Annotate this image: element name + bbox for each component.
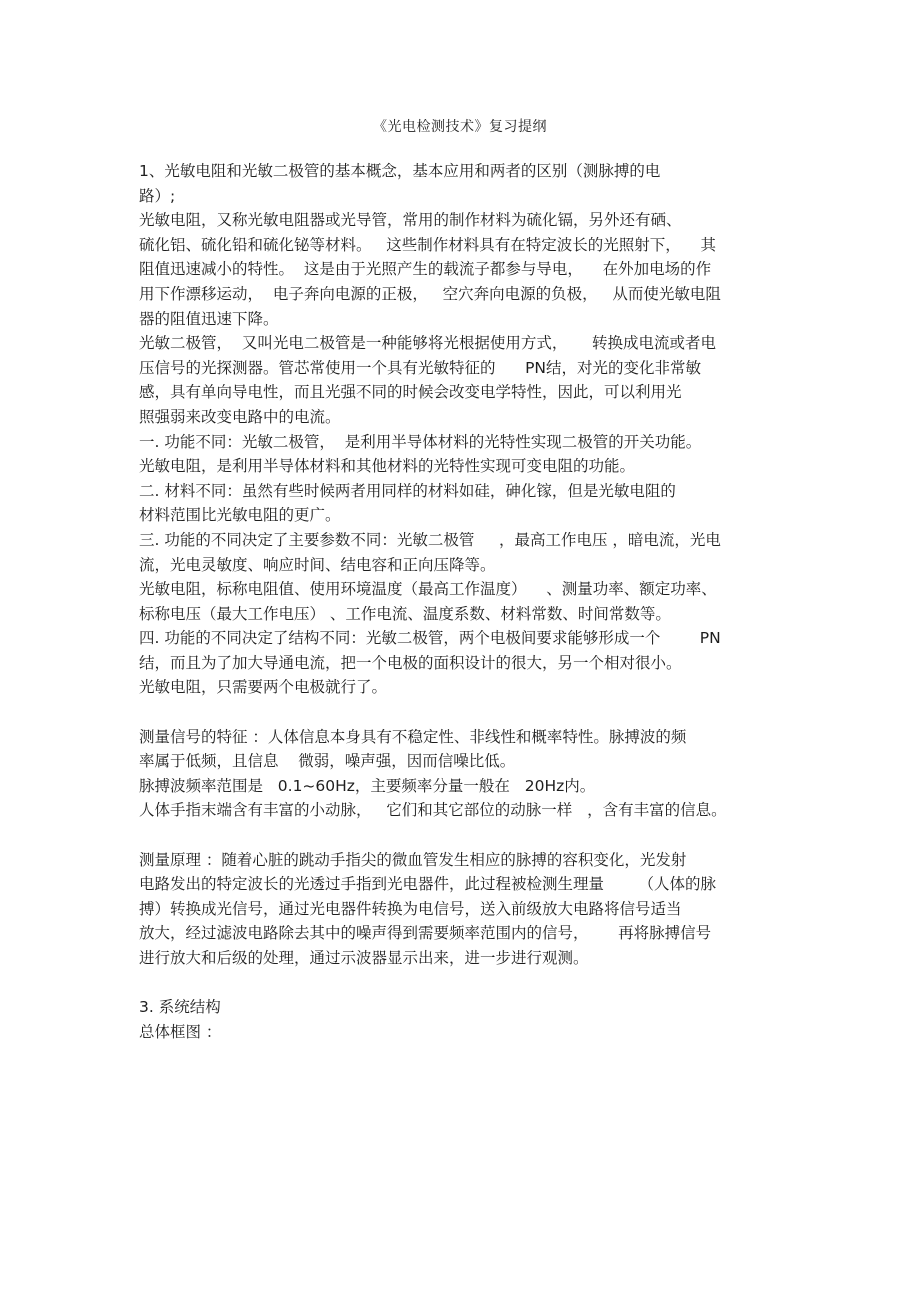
text-line: 光敏二极管， 又叫光电二极管是一种能够将光根据使用方式， 转换成电流或者电 [139,334,716,353]
text-line: 脉搏波频率范围是 0.1~60Hz，主要频率分量一般在 20Hz内。 [139,776,596,795]
text-line: 测量信号的特征 ：人体信息本身具有不稳定性、非线性和概率特性。脉搏波的频 [139,727,687,746]
paragraph-gap [139,823,789,848]
text-line: 路）; [139,186,176,205]
text-line: 用下作漂移运动， 电子奔向电源的正极， 空穴奔向电源的负极， 从而使光敏电阻 [139,284,721,303]
text-line: 光敏电阻，是利用半导体材料和其他材料的光特性实现可变电阻的功能。 [139,457,636,476]
text-line: 材料范围比光敏电阻的更广。 [139,506,341,525]
text-line: 一. 功能不同：光敏二极管， 是利用半导体材料的光特性实现二极管的开关功能。 [139,432,702,451]
text-line: 二. 材料不同：虽然有些时候两者用同样的材料如硅，砷化镓，但是光敏电阻的 [139,481,676,500]
text-line: 进行放大和后级的处理，通过示波器显示出来，进一步进行观测。 [139,949,589,967]
text-line: 器的阻值迅速下降。 [139,309,279,328]
text-line: 光敏电阻，标称电阻值、使用环境温度（最高工作温度） 、测量功率、额定功率、 [139,580,717,599]
text-line: 标称电压（最大工作电压） 、工作电流、温度系数、材料常数、时间常数等。 [139,604,671,623]
text-line: 搏）转换成光信号，通过光电器件转换为电信号，送入前级放大电路将信号适当 [139,899,682,918]
text-section [139,725,789,823]
text-line: 光敏电阻，只需要两个电极就行了。 [139,678,388,697]
text-section [139,159,789,700]
text-line: 3. 系统结构 [139,998,221,1017]
text-line: 阻值迅速减小的特性。 这是由于光照产生的载流子都参与导电， 在外加电场的作 [139,260,712,279]
text-line: 测量原理 ：随着心脏的跳动手指尖的微血管发生相应的脉搏的容积变化，光发射 [139,850,687,869]
document-body [139,159,789,1044]
text-line: 结，而且为了加大导通电流，把一个电极的面积设计的很大，另一个相对很小。 [139,653,682,672]
text-line: 压信号的光探测器。管芯常使用一个具有光敏特征的 PN结，对光的变化非常敏 [139,358,702,377]
text-line: 1、光敏电阻和光敏二极管的基本概念，基本应用和两者的区别（测脉搏的电 [139,162,661,180]
text-line: 照强弱来改变电路中的电流。 [139,407,341,426]
text-line: 光敏电阻，又称光敏电阻器或光导管，常用的制作材料为硫化镉，另外还有硒、 [139,211,682,230]
text-section [139,995,789,1044]
text-line: 流，光电灵敏度、响应时间、结电容和正向压降等。 [139,555,496,574]
text-line: 总体框图 ： [139,1022,222,1041]
text-section [139,848,789,971]
text-line: 率属于低频，且信息 微弱，噪声强，因而信噪比低。 [139,752,516,771]
document-title: 《光电检测技术》复习提纲 [373,119,547,135]
text-line: 感，具有单向导电性，而且光强不同的时候会改变电学特性，因此，可以利用光 [139,383,682,402]
paragraph-gap [139,971,789,996]
paragraph-gap [139,700,789,725]
text-line: 人体手指末端含有丰富的小动脉， 它们和其它部位的动脉一样 ，含有丰富的信息。 [139,801,727,820]
text-line: 三. 功能的不同决定了主要参数不同：光敏二极管 ，最高工作电压 ，暗电流，光电 [139,530,721,549]
text-line: 硫化铝、硫化铅和硫化铋等材料。 这些制作材料具有在特定波长的光照射下， 其 [139,235,716,254]
text-line: 放大，经过滤波电路除去其中的噪声得到需要频率范围内的信号， 再将脉搏信号 [139,924,712,943]
text-line: 四. 功能的不同决定了结构不同：光敏二极管，两个电极间要求能够形成一个 PN [139,629,721,648]
text-line: 电路发出的特定波长的光透过手指到光电器件，此过程被检测生理量 （人体的脉 [139,875,716,894]
